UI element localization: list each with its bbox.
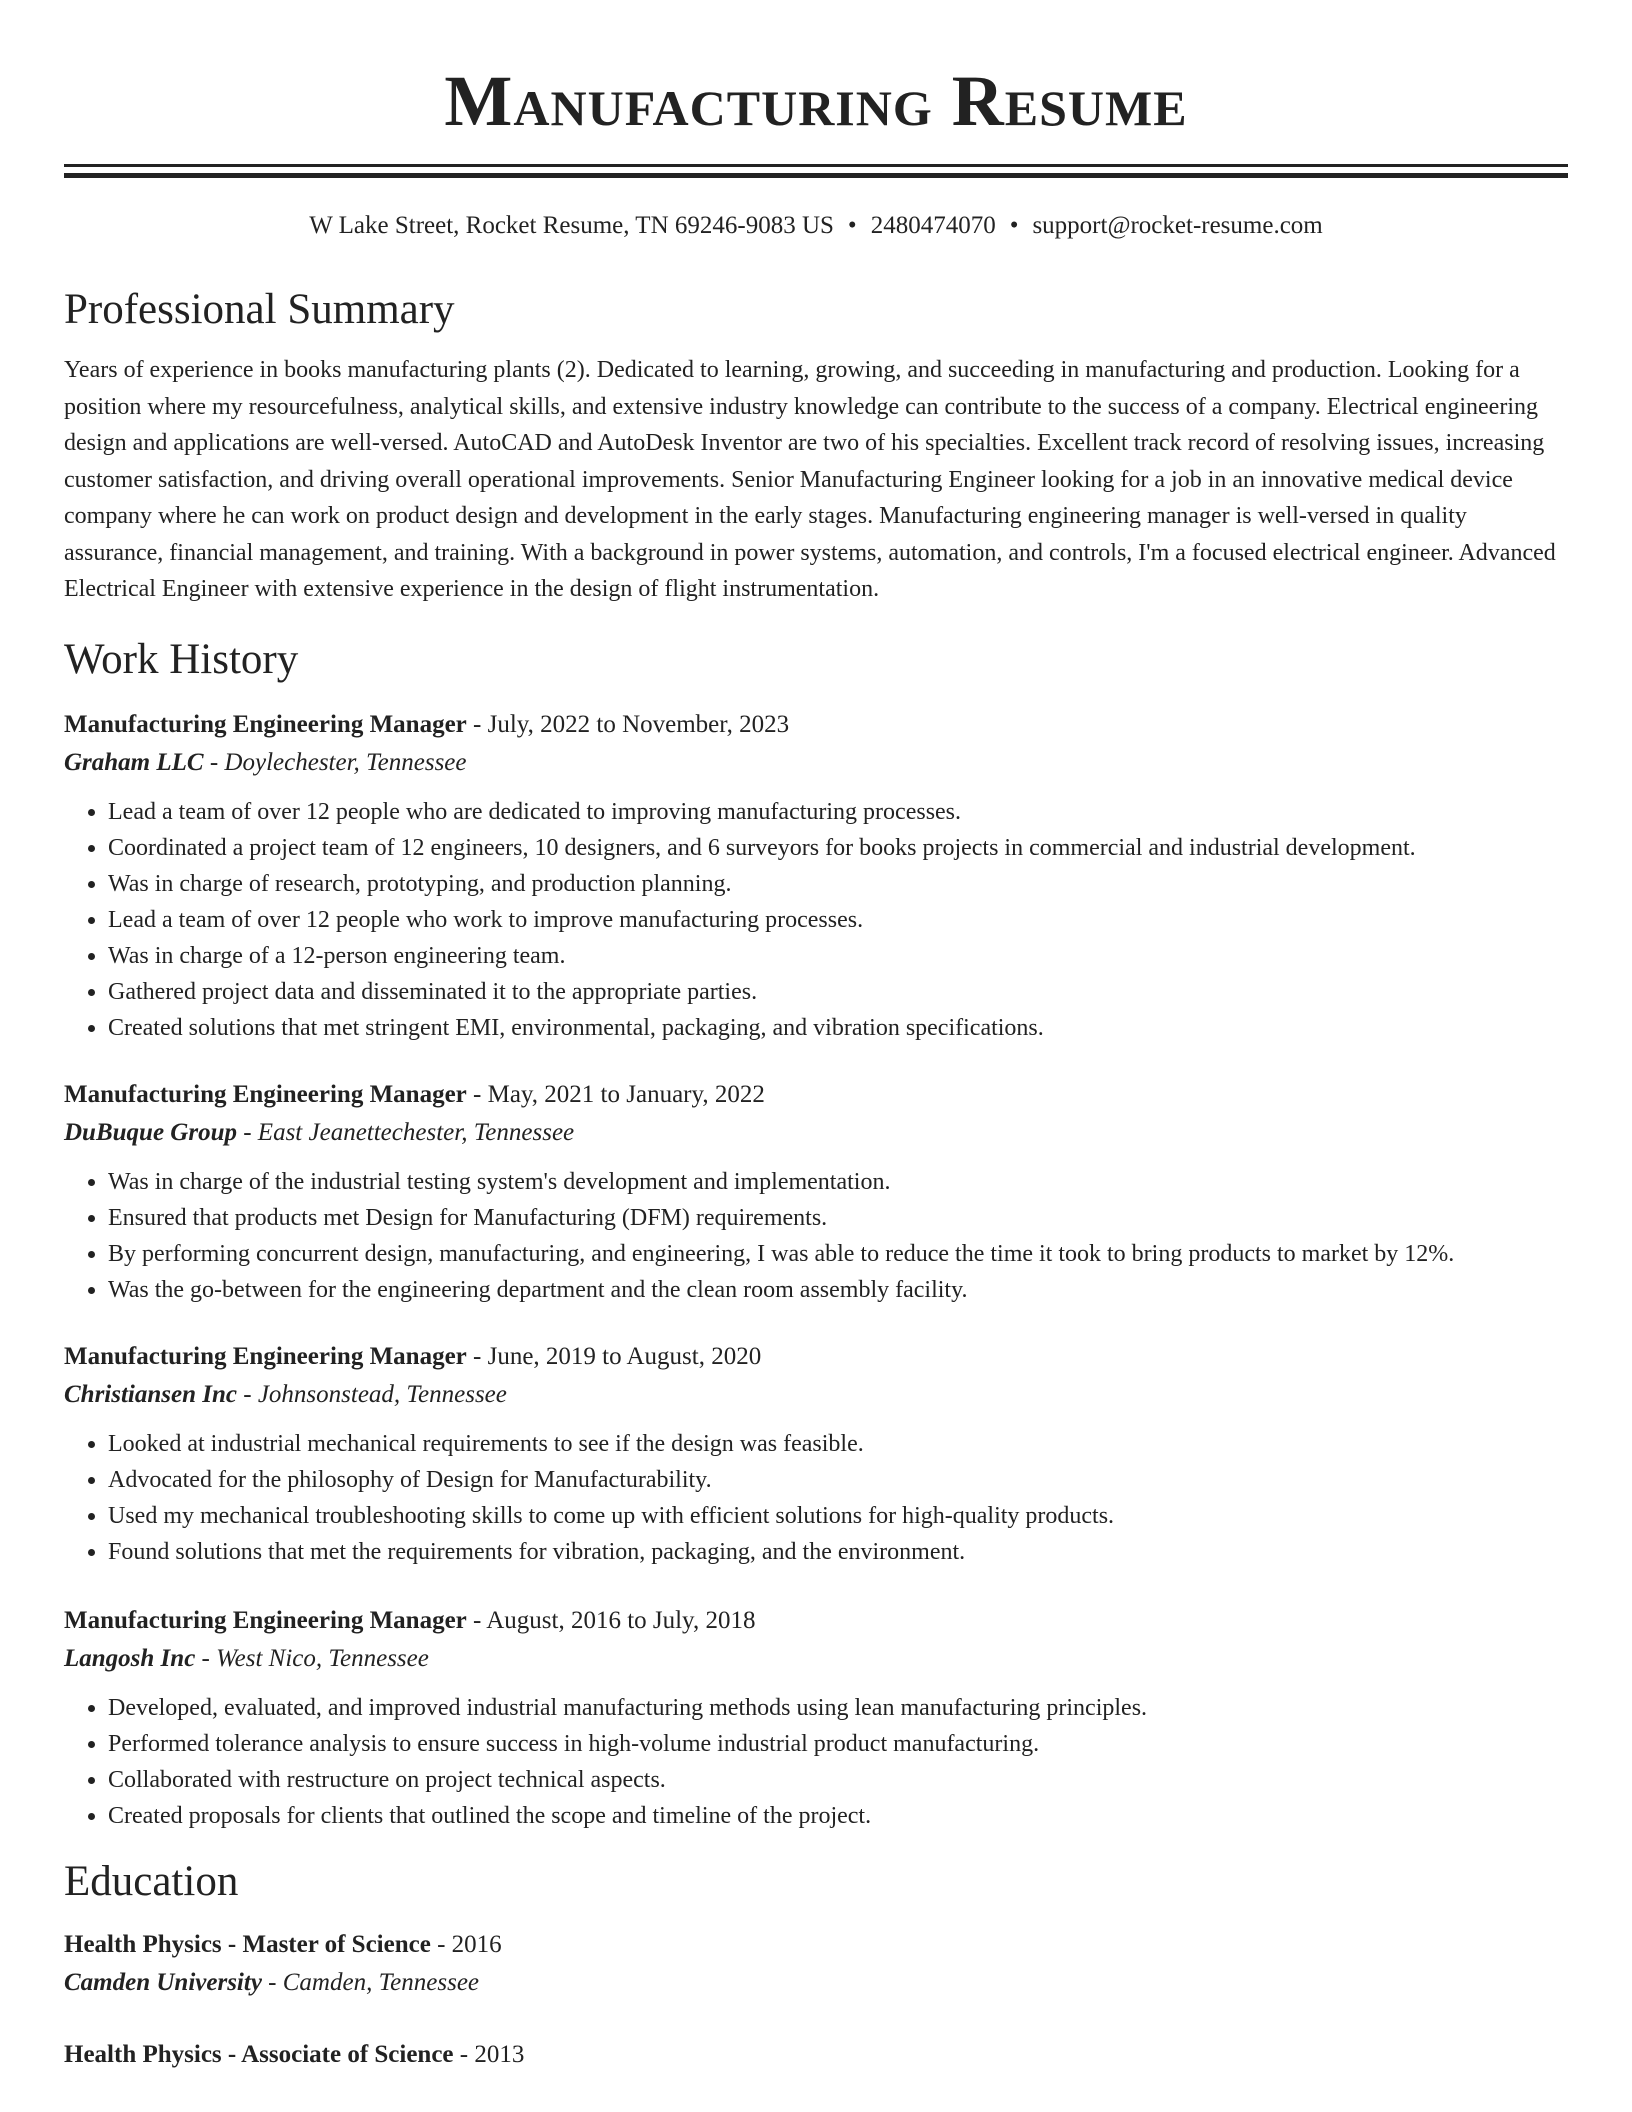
- job-dates: - May, 2021 to January, 2022: [466, 1080, 765, 1108]
- job-location: - West Nico, Tennessee: [195, 1644, 429, 1672]
- resume-title: Manufacturing Resume: [444, 61, 1188, 141]
- job-bullet-list: [64, 1690, 1568, 1834]
- contact-email: support@rocket-resume.com: [1032, 212, 1323, 239]
- job-bullet: • Collaborated with restructure on project technical aspects.: [108, 1762, 1568, 1798]
- job-bullet: • By performing concurrent design, manufacturing, and engineering, I was able to reduce the time it took to bring products to market by 12%.: [108, 1236, 1568, 1272]
- contact-separator: •: [847, 212, 857, 239]
- job-entry: [64, 706, 1568, 1046]
- job-company: Christiansen Inc: [64, 1380, 237, 1408]
- job-bullet: • Lead a team of over 12 people who work to improve manufacturing processes.: [108, 902, 1568, 938]
- contact-phone: 2480474070: [870, 212, 996, 239]
- job-company-line: [64, 1114, 1568, 1152]
- job-company-line: [64, 1376, 1568, 1414]
- job-bullet: • Advocated for the philosophy of Design for Manufacturability.: [108, 1462, 1568, 1498]
- job-bullet: • Ensured that products met Design for Manufacturing (DFM) requirements.: [108, 1200, 1568, 1236]
- job-role: Manufacturing Engineering Manager: [64, 1342, 467, 1370]
- contact-separator: •: [1009, 212, 1019, 239]
- job-bullet: • Created proposals for clients that outlined the scope and timeline of the project.: [108, 1798, 1568, 1834]
- job-bullet: • Gathered project data and disseminated it to the appropriate parties.: [108, 974, 1568, 1010]
- job-entry: [64, 1076, 1568, 1308]
- job-dates: - July, 2022 to November, 2023: [466, 710, 790, 738]
- job-company: Langosh Inc: [64, 1644, 196, 1672]
- job-entry: [64, 1602, 1568, 1834]
- contact-address: W Lake Street, Rocket Resume, TN 69246-9083 US: [309, 212, 834, 239]
- job-entry: [64, 1338, 1568, 1570]
- education-heading: Education: [64, 1857, 239, 1905]
- education-year: - 2013: [453, 2040, 525, 2068]
- education-year: - 2016: [430, 1930, 502, 1958]
- job-company-line: [64, 744, 1568, 782]
- job-bullet: • Created solutions that met stringent EMI, environmental, packaging, and vibration specifications.: [108, 1010, 1568, 1046]
- work-history-heading: Work History: [64, 635, 299, 683]
- job-bullet-list: [64, 1164, 1568, 1308]
- job-company: Graham LLC: [64, 748, 204, 776]
- job-bullet: • Was in charge of a 12-person engineering team.: [108, 938, 1568, 974]
- job-bullet: • Looked at industrial mechanical requirements to see if the design was feasible.: [108, 1426, 1568, 1462]
- job-bullet: • Was in charge of research, prototyping, and production planning.: [108, 866, 1568, 902]
- job-role: Manufacturing Engineering Manager: [64, 710, 467, 738]
- job-dates: - June, 2019 to August, 2020: [466, 1342, 762, 1370]
- education-entry: [64, 1926, 1568, 2002]
- job-bullet: • Performed tolerance analysis to ensure success in high-volume industrial product manufacturing.: [108, 1726, 1568, 1762]
- job-company: DuBuque Group: [64, 1118, 237, 1146]
- job-title-line: [64, 1338, 1568, 1376]
- contact-line: [64, 208, 1568, 244]
- job-bullet: • Was in charge of the industrial testing system's development and implementation.: [108, 1164, 1568, 1200]
- job-bullet: • Developed, evaluated, and improved industrial manufacturing methods using lean manufacturing principles.: [108, 1690, 1568, 1726]
- job-bullet: • Was the go-between for the engineering department and the clean room assembly facility.: [108, 1272, 1568, 1308]
- job-dates: - August, 2016 to July, 2018: [466, 1606, 756, 1634]
- job-bullet: • Found solutions that met the requirements for vibration, packaging, and the environment.: [108, 1534, 1568, 1570]
- summary-heading: Professional Summary: [64, 286, 455, 333]
- education-school: Camden University: [64, 1968, 262, 1996]
- education-entry: [64, 2036, 1568, 2074]
- job-title-line: [64, 1602, 1568, 1640]
- job-location: - East Jeanettechester, Tennessee: [236, 1118, 575, 1146]
- education-school-line: [64, 1964, 1568, 2002]
- job-role: Manufacturing Engineering Manager: [64, 1606, 467, 1634]
- job-bullet: • Used my mechanical troubleshooting skills to come up with efficient solutions for high-quality products.: [108, 1498, 1568, 1534]
- job-location: - Johnsonstead, Tennessee: [237, 1380, 507, 1408]
- job-bullet: • Lead a team of over 12 people who are dedicated to improving manufacturing processes.: [108, 794, 1568, 830]
- job-bullet-list: [64, 1426, 1568, 1570]
- job-bullet-list: [64, 794, 1568, 1046]
- education-degree-line: [64, 2036, 1568, 2074]
- job-title-line: [64, 706, 1568, 744]
- education-degree: Health Physics - Associate of Science: [64, 2040, 454, 2068]
- summary-text: Years of experience in books manufacturing plants (2). Dedicated to learning, growing, and succeeding in manufacturing and production. Looking for a position where my resourcefulness, analytical skills, and extensive industry knowledge can contribute to the success of a company. Electrical engineering design and applications are well-versed. AutoCAD and AutoDesk Inventor are two of his specialties. Excellent track record of resolving issues, increasing customer satisfaction, and driving overall operational improvements. Senior Manufacturing Engineer looking for a job in an innovative medical device company where he can work on product design and development in the early stages. Manufacturing engineering manager is well-versed in quality assurance, financial management, and training. With a background in power systems, automation, and controls, I'm a focused electrical engineer. Advanced Electrical Engineer with extensive experience in the design of flight instrumentation.: [64, 357, 1556, 602]
- education-location: - Camden, Tennessee: [261, 1968, 480, 1996]
- job-title-line: [64, 1076, 1568, 1114]
- job-bullet: • Coordinated a project team of 12 engineers, 10 designers, and 6 surveyors for books projects in commercial and industrial development.: [108, 830, 1568, 866]
- title-divider-bottom: [64, 173, 1568, 178]
- job-location: - Doylechester, Tennessee: [203, 748, 467, 776]
- education-degree-line: [64, 1926, 1568, 1964]
- job-role: Manufacturing Engineering Manager: [64, 1080, 467, 1108]
- education-degree: Health Physics - Master of Science: [64, 1930, 431, 1958]
- job-company-line: [64, 1640, 1568, 1678]
- title-divider-top: [64, 164, 1568, 167]
